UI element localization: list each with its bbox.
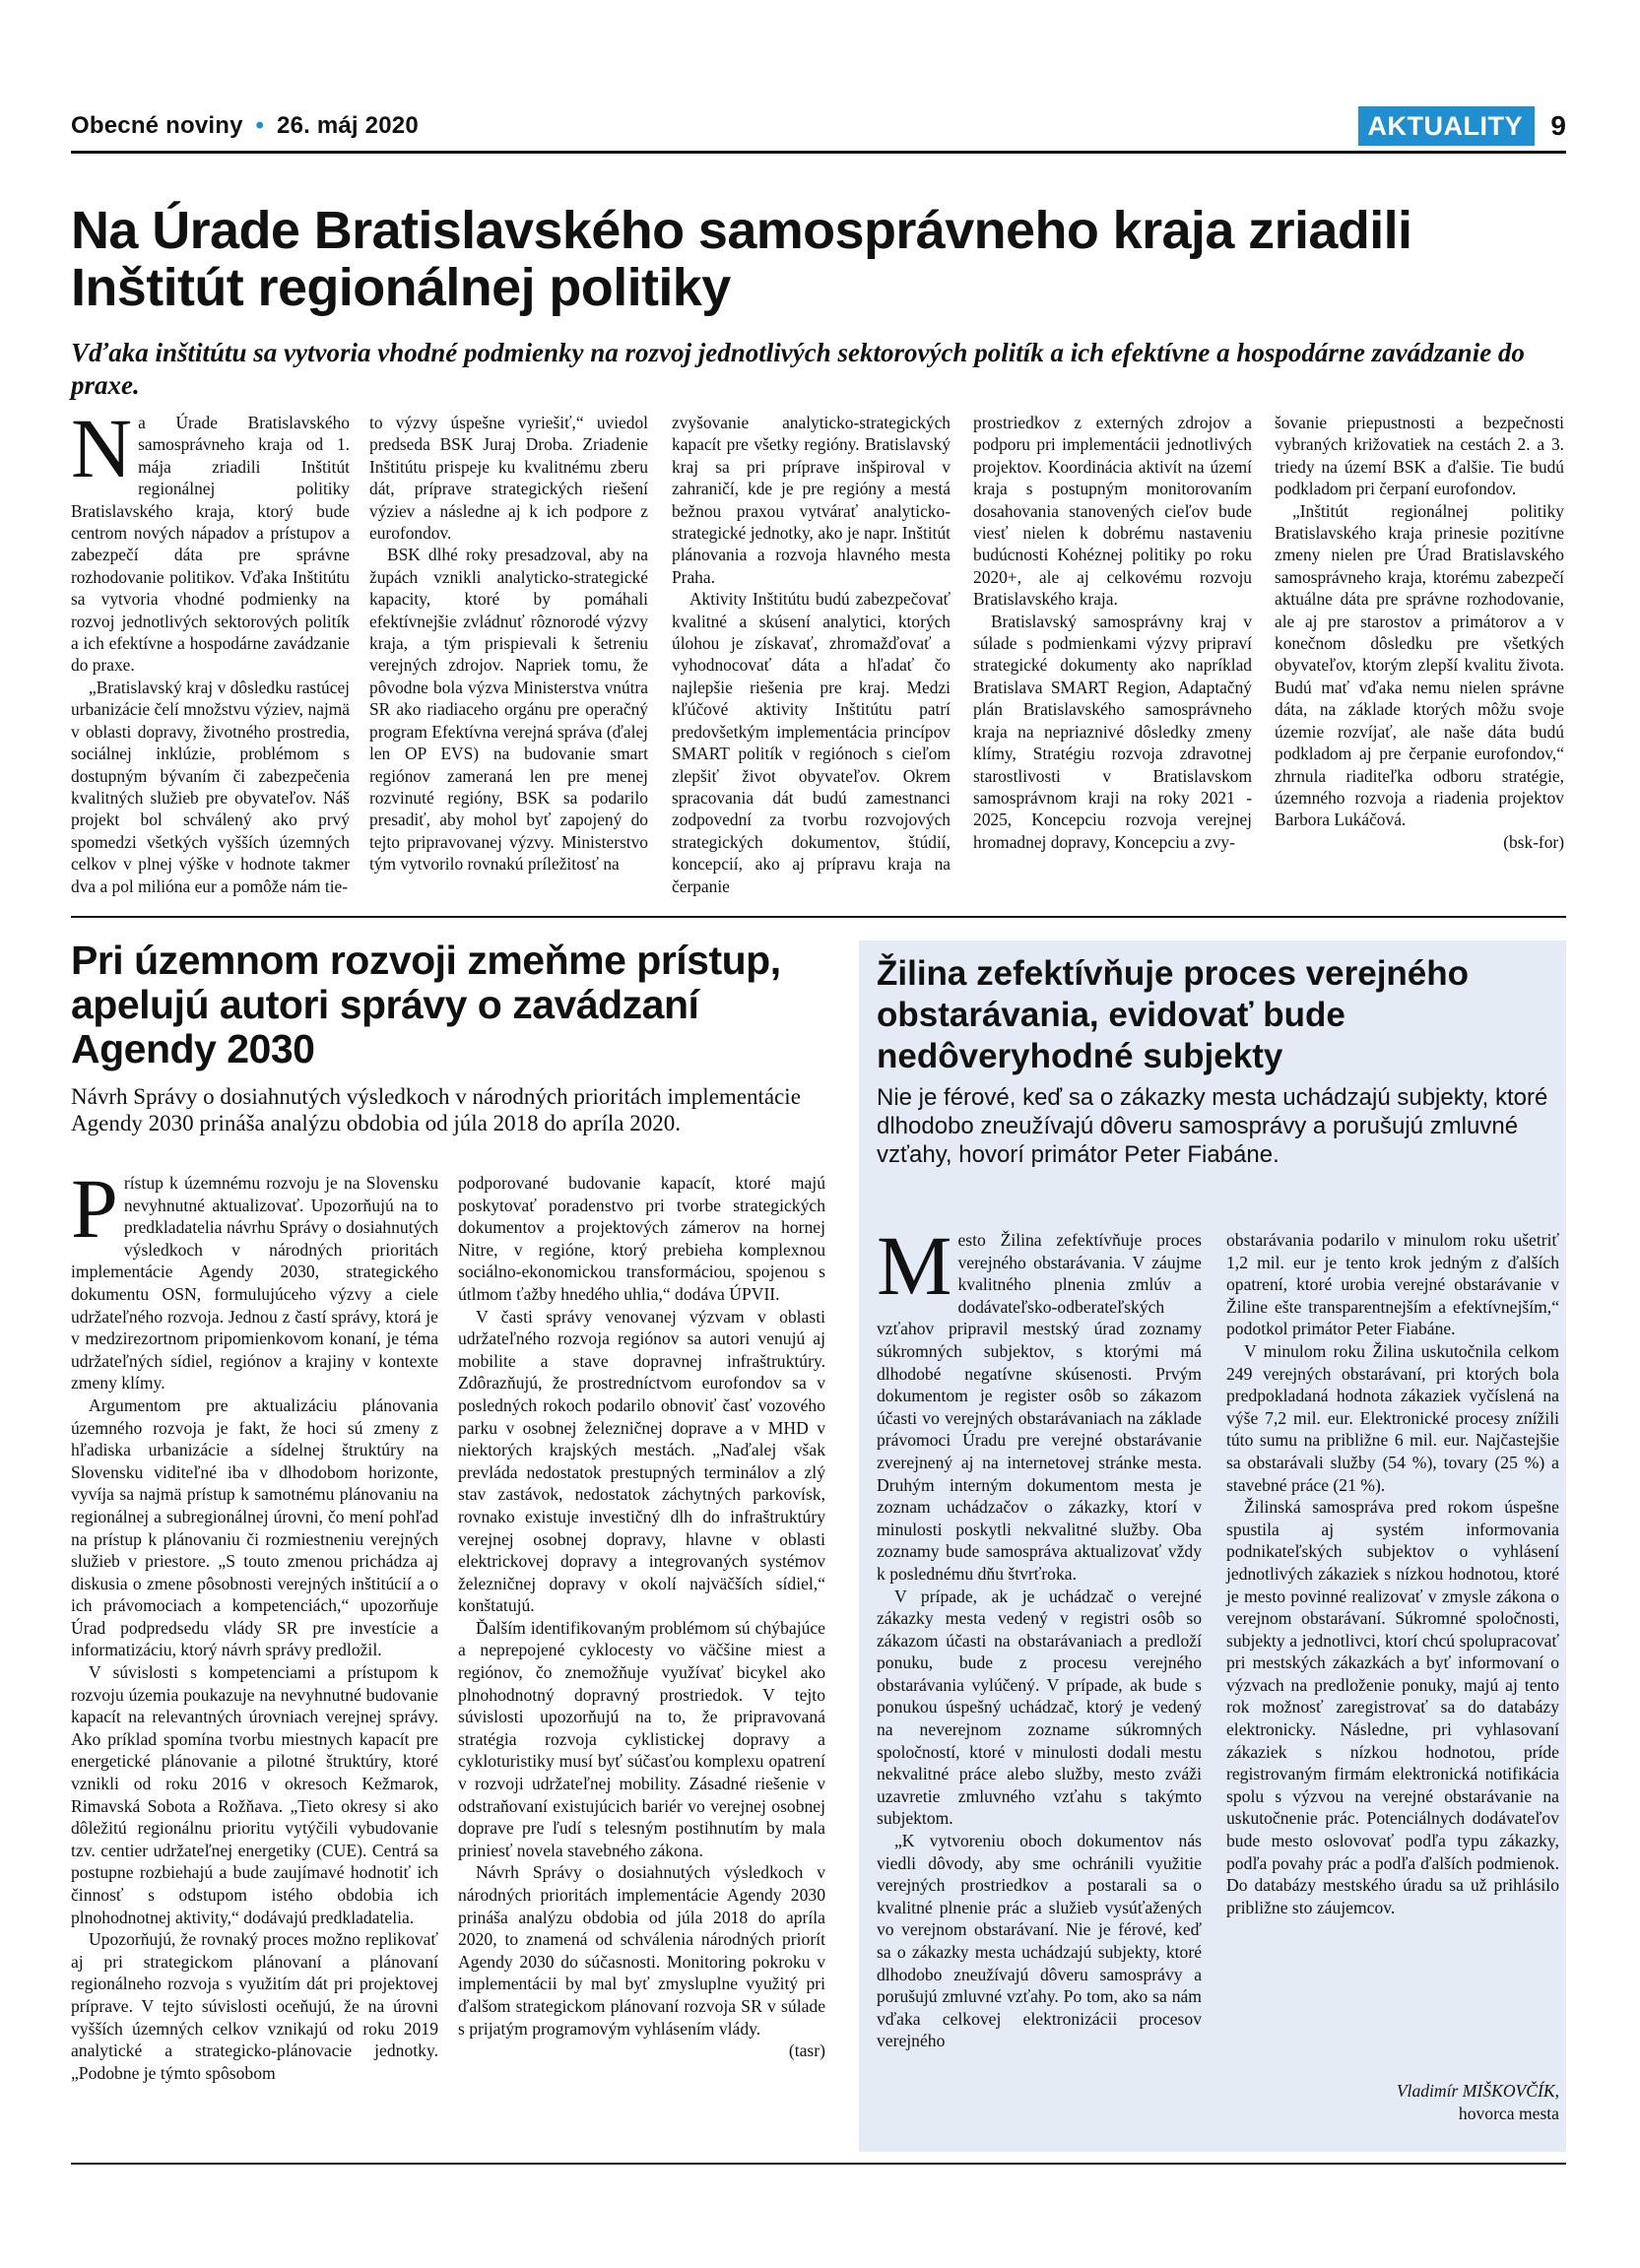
- paragraph: BSK dlhé roky presadzoval, aby na župách vznikli analyticko-strategické kapacity, ktoré by pomáhali efektívnejšie zvládnuť rôznorodé výzvy kraja, a tým prispievali k šetreniu verejných zdrojov. Napriek tomu, že pôvodne bola výzva Ministerstva vnútra SR ako riadiaceho orgánu pre operačný program Efektívna verejná správa (ďalej len OP EVS) na budovanie smart regiónov zameraná len pre menej rozvinuté regióny, BSK sa podarilo presadiť, aby mohol byť zapojený do tejto pripravovanej výzvy. Ministerstvo tým vytvorilo rovnakú príležitosť na: [369, 545, 648, 875]
- dropcap: M: [877, 1218, 952, 1313]
- author-role: hovorca mesta: [1458, 2103, 1559, 2123]
- paragraph: to výzvy úspešne vyriešiť,“ uviedol predseda BSK Juraj Droba. Zriadenie Inštitútu prispeje ku kvalitnému zberu dát, príprave strategických riešení výziev a následne aj k ich podpore z eurofondov.: [369, 413, 648, 544]
- paragraph: Na Úrade Bratislavského samosprávneho kraja od 1. mája zriadili Inštitút regionálnej politiky Bratislavského kraja, ktorý bude centrom nových nápadov a prístupov a zabezpečí dáta pre správne rozhodovanie politikov. Vďaka Inštitútu sa vytvoria vhodné podmienky na rozvoj jednotlivých sektorových politík a ich efektívne a hospodárne zavádzanie do praxe.: [71, 401, 350, 676]
- article2-lead: Návrh Správy o dosiahnutých výsledkoch v národných prioritách implementácie Agendy 2030 prináša analýzu obdobia od júla 2018 do apríla 2020.: [71, 1084, 801, 1135]
- article3-title: Žilina zefektívňuje proces verejného obstarávania, evidovať bude nedôveryhodné subjekty: [877, 954, 1470, 1075]
- article1-column-2: [369, 412, 648, 875]
- article1-title: Na Úrade Bratislavského samosprávneho kraja zriadili Inštitút regionálnej politiky: [71, 201, 1412, 317]
- article1-column-3: [672, 412, 951, 897]
- article-divider: [71, 916, 1566, 918]
- article2-column-2: [458, 1172, 825, 2062]
- article2-column-1: [71, 1161, 438, 2084]
- paragraph: „Inštitút regionálnej politiky Bratislavského kraja prinesie pozitívne zmeny nielen pre Úrad Bratislavského samosprávneho kraja, ktorému zabezpečí aktuálne dáta pre správne rozhodovanie, ale aj pre starostov a primátorov a v konečnom dôsledku pre všetkých obyvateľov, ktorým zlepší kvalitu života. Budú mať vďaka nemu nielen správne dáta, na základe ktorých môžu svoje územie rozvíjať, ale naše dáta budú podkladom aj pre čerpanie eurofondov,“ zhrnula riaditeľka odboru stratégie, územného rozvoja a riadenia projektov Barbora Lukáčová.: [1275, 500, 1564, 830]
- paper-name: Obecné noviny: [71, 112, 243, 139]
- masthead: [71, 106, 1566, 152]
- dropcap: P: [71, 1161, 118, 1256]
- footer-rule: [71, 2163, 1566, 2165]
- paragraph: V časti správy venovanej výzvam v oblasti udržateľného rozvoja regiónov sa autori venujú aj mobilite a stave dopravnej infraštruktúry. Zdôrazňujú, že prostredníctvom eurofondov sa v posledných rokoch podarilo obnoviť časť vozového parku v osobnej železničnej doprave a v MHD v niektorých krajských mestách. „Naďalej však prevláda nedostatok prestupných terminálov a zlý stav zastávok, nedostatok záchytných parkovísk, rovnako existuje investičný dlh do infraštruktúry verejnej osobnej dopravy, hlavne v oblasti elektrickovej dopravy a integrovaných systémov železničnej dopravy v okolí najväčších sídiel,“ konštatujú.: [458, 1306, 825, 1616]
- article2-title: Pri územnom rozvoji zmeňme prístup, apelujú autori správy o zavádzaní Agendy 2030: [71, 938, 781, 1071]
- article1-signature: (bsk-for): [1503, 831, 1564, 852]
- article3-column-2: [1226, 1229, 1559, 1918]
- article1-column-4: [973, 412, 1252, 853]
- article2-signature: (tasr): [788, 2041, 825, 2061]
- paragraph: „Bratislavský kraj v dôsledku rastúcej urbanizácie čelí množstvu výziev, najmä v oblasti dopravy, životného prostredia, sociálnej inklúzie, problémom s dostupným bývaním či zabezpečenia kvalitných služieb pre obyvateľov. Náš projekt bol schválený ako prvý spomedzi všetkých vyšších územných celkov v plnej výške v hodnote takmer dva a pol milióna eur a pomôže nám tie-: [71, 677, 350, 896]
- paragraph: Mesto Žilina zefektívňuje proces verejného obstarávania. V záujme kvalitného plnenia zmlúv a dodávateľsko-odberateľských vzťahov pripravil mestský úrad zoznamy súkromných subjektov, s ktorými má dlhodobé negatívne skúsenosti. Prvým dokumentom je register osôb so zákazom účasti vo verejných obstarávaniach na základe právomoci Úradu pre verejné obstarávanie zverejnený aj na internetovej stránke mesta. Druhým interným dokumentom mesta je zoznam uchádzačov o zákazky, ktorí v minulosti poskytli nekvalitné služby. Oba zoznamy bude samospráva aktualizovať vždy k poslednému dňu štvrťroka.: [877, 1218, 1202, 1584]
- paragraph: Argumentom pre aktualizáciu plánovania územného rozvoja je fakt, že hoci sú zmeny z hľadiska urbanizácie a sídelnej štruktúry na Slovensku viditeľné iba v dlhodobom horizonte, vyvíja sa najmä prístup k samotnému plánovaniu na regionálnej a subregionálnej úrovni, čo mení pohľad na prístup k plánovaniu či rozmiestneniu verejných služieb v priestore. „S touto zmenou prichádza aj diskusia o zmene pôsobnosti verejných inštitúcií a o ich právomociach a kompetenciách,“ upozorňuje Úrad podpredsedu vlády SR pre investície a informatizáciu, ktorý návrh správy predložil.: [71, 1394, 438, 1660]
- section-label: AKTUALITY: [1358, 106, 1535, 146]
- article3-lead: Nie je férové, keď sa o zákazky mesta uchádzajú subjekty, ktoré dlhodobo zneužívajú dôveru samosprávy a porušujú zmluvné vzťahy, hovorí primátor Peter Fiabáne.: [877, 1084, 1548, 1168]
- paragraph: Prístup k územnému rozvoju je na Slovensku nevyhnutné aktualizovať. Upozorňujú na to predkladatelia návrhu Správy o dosiahnutých výsledkoch v národných prioritách implementácie Agendy 2030, strategického dokumentu OSN, formulujúceho výzvy a ciele udržateľného rozvoja. Jednou z častí správy, ktorá je v medzirezortnom pripomienkovom konaní, je téma udržateľných sídiel, regiónov a krajiny v kontexte zmeny klímy.: [71, 1161, 438, 1393]
- issue-date: 26. máj 2020: [277, 112, 419, 139]
- paragraph: obstarávania podarilo v minulom roku ušetriť 1,2 mil. eur je tento krok jedným z ďalších opatrení, ktoré urobia verejné obstarávanie v Žiline ešte transparentnejším a efektívnejším,“ podotkol primátor Peter Fiabáne.: [1226, 1230, 1559, 1339]
- dropcap: N: [71, 401, 133, 495]
- header-rule: [71, 151, 1566, 154]
- paragraph: Žilinská samospráva pred rokom úspešne spustila aj systém informovania podnikateľských subjektov o vyhlásení jednotlivých zákaziek s nízkou hodnotou, ktoré je mesto povinné realizovať v zmysle zákona o verejnom obstarávaní. Súkromné spoločnosti, subjekty a jednotlivci, ktorí chcú spolupracovať pri mestských zákazkách a byť informovaní o výzvach na predloženie ponuky, majú aj tento rok možnosť zaregistrovať sa do databázy elektronicky. Následne, pri vyhlasovaní zákaziek s nízkou hodnotou, príde registrovaným firmám elektronická notifikácia spolu s výzvou na verejné obstarávanie na uskutočnenie prác. Potenciálnych dodávateľov bude mesto oslovovať podľa typu zákazky, podľa povahy prác a podľa ďalších podmienok. Do databázy mestského úradu sa už prihlásilo približne sto záujemcov.: [1226, 1497, 1559, 1917]
- paragraph: V minulom roku Žilina uskutočnila celkom 249 verejných obstarávaní, pri ktorých bola predpokladaná hodnota zákaziek vyčíslená na výše 7,2 mil. eur. Elektronické procesy znížili túto sumu na približne 6 mil. eur. Najčastejšie sa obstarávali služby (54 %), tovary (25 %) a stavebné práce (21 %).: [1226, 1340, 1559, 1495]
- paragraph: Ďalším identifikovaným problémom sú chýbajúce a neprepojené cyklocesty vo väčšine miest a regiónov, čo znemožňuje využívať bicykel ako plnohodnotný dopravný prostriedok. V tejto súvislosti upozorňujú na to, že pripravovaná stratégia rozvoja cyklistickej dopravy a cykloturistiky musí byť súčasťou komplexu opatrení v rozvoji udržateľnej mobility. Zásadné riešenie v odstraňovaní existujúcich bariér vo verejnej osobnej doprave pre ľudí s telesným postihnutím by mala priniesť novela stavebného zákona.: [458, 1617, 825, 1860]
- paragraph: prostriedkov z externých zdrojov a podporu pri implementácii jednotlivých projektov. Koordinácia aktivít na území kraja s postupným monitorovaním dosahovania stanovených cieľov bude viesť nielen k dobrému nastaveniu budúcnosti Kohéznej politiky po roku 2020+, ale aj celkovému rozvoju Bratislavského kraja.: [973, 413, 1252, 610]
- article3-signature: [1226, 2080, 1559, 2124]
- article1-column-5: [1275, 412, 1564, 853]
- paragraph: zvyšovanie analyticko-strategických kapacít pre všetky regióny. Bratislavský kraj sa pri príprave inšpiroval v zahraničí, kde je pre regióny a mestá bežnou praxou vytvárať analyticko-strategické jednotky, ako je napr. Inštitút plánovania a rozvoja hlavného mesta Praha.: [672, 413, 951, 587]
- paragraph: Aktivity Inštitútu budú zabezpečovať kvalitné a skúsení analytici, ktorých úlohou je získavať, zhromažďovať a vyhodnocovať dáta a hľadať čo najlepšie riešenia pre kraj. Medzi kľúčové aktivity Inštitútu patrí predovšetkým implementácia princípov SMART politík v regiónoch s cieľom zlepšiť život obyvateľov. Okrem spracovania dát budú zamestnanci zodpovední za tvorbu rozvojových strategických dokumentov, štúdií, koncepcií, ako aj prípravu kraja na čerpanie: [672, 589, 951, 896]
- paragraph: „K vytvoreniu oboch dokumentov nás viedli dôvody, aby sme ochránili využitie verejných prostriedkov a postarali sa o kvalitné plnenie prác a služieb vysúťažených vo verejnom obstarávaní. Nie je férové, keď sa o zákazky mesta uchádzajú subjekty, ktoré dlhodobo zneužívajú dôveru samosprávy a porušujú zmluvné vzťahy. Po tom, ako sa nám vďaka celkovej elektronizácii procesov verejného: [877, 1831, 1202, 2051]
- article3-column-1: [877, 1218, 1202, 2052]
- running-header-paper: [71, 112, 419, 140]
- paragraph: V súvislosti s kompetenciami a prístupom k rozvoju územia poukazuje na nevyhnutné budovanie kapacít na relevantných úrovniach verejnej správy. Ako príklad spomína tvorbu miestnych kapacít pre energetické plánovanie a pilotné štruktúry, ktoré vznikli od roku 2016 v okresoch Kežmarok, Rimavská Sobota a Rožňava. „Tieto okresy si ako dôležitú regionálnu prioritu vytýčili vybudovanie tzv. centier udržateľnej energetiky (CUE). Centrá sa postupne rozbiehajú a bude zaujímavé hodnotiť ich činnosť s odstupom istého obdobia ich plnohodnotnej aktivity,“ dodávajú predkladatelia.: [71, 1662, 438, 1927]
- paragraph: V prípade, ak je uchádzač o verejné zákazky mesta vedený v registri osôb so zákazom účasti na obstarávaniach a predloží ponuku, bude z procesu verejného obstarávania vylúčený. V prípade, ak bude s ponukou úspešný uchádzač, ktorý je vedený na neverejnom zozname súkromných spoločností, ktoré v minulosti dodali mestu nekvalitné práce alebo služby, mesto zváži uzavretie zmluvného vzťahu s takýmto subjektom.: [877, 1586, 1202, 1829]
- article1-column-1: [71, 401, 350, 897]
- paragraph: šovanie priepustnosti a bezpečnosti vybraných križovatiek na cestách 2. a 3. triedy na území BSK a ďalšie. Tie budú podkladom pri čerpaní eurofondov.: [1275, 413, 1564, 499]
- page-number: 9: [1550, 110, 1566, 141]
- paragraph: Upozorňujú, že rovnaký proces možno replikovať aj pri strategickom plánovaní a plánovaní regionálneho rozvoja s využitím dát pri projektovej príprave. V tejto súvislosti oceňujú, že na úrovni vyšších územných celkov vznikajú od roku 2019 analytické a strategicko-plánovacie jednotky. „Podobne je týmto spôsobom: [71, 1929, 438, 2083]
- article1-lead: Vďaka inštitútu sa vytvoria vhodné podmienky na rozvoj jednotlivých sektorových politík a ich efektívne a hospodárne zavádzanie do praxe.: [71, 338, 1525, 400]
- author-name: Vladimír MIŠKOVČÍK,: [1396, 2081, 1559, 2101]
- paragraph: podporované budovanie kapacít, ktoré majú poskytovať poradenstvo pri tvorbe strategických dokumentov a projektových zámerov na hornej Nitre, v regióne, ktorý prebieha komplexnou sociálno-ekonomickou transformáciou, spojenou s útlmom ťažby hnedého uhlia,“ dodáva ÚPVII.: [458, 1173, 825, 1304]
- paragraph: Návrh Správy o dosiahnutých výsledkoch v národných prioritách implementácie Agendy 2030 prináša analýzu obdobia od júla 2018 do apríla 2020, to znamená od schválenia národných priorít Agendy 2030 do súčasnosti. Monitoring pokroku v implementácii by mal byť zmysluplne využitý pri ďalšom strategickom plánovaní rozvoja SR v súlade s prijatým programovým vyhlásením vlády.: [458, 1862, 825, 2039]
- header-separator: •: [255, 112, 265, 139]
- paragraph: Bratislavský samosprávny kraj v súlade s podmienkami výzvy pripraví strategické dokumenty ako napríklad Bratislava SMART Region, Adaptačný plán Bratislavského samosprávneho kraja na nepriaznivé dôsledky zmeny klímy, Stratégiu rozvoja zdravotnej starostlivosti v Bratislavskom samosprávnom kraji na roky 2021 - 2025, Koncepciu rozvoja verejnej hromadnej dopravy, Koncepciu a zvy-: [973, 611, 1252, 852]
